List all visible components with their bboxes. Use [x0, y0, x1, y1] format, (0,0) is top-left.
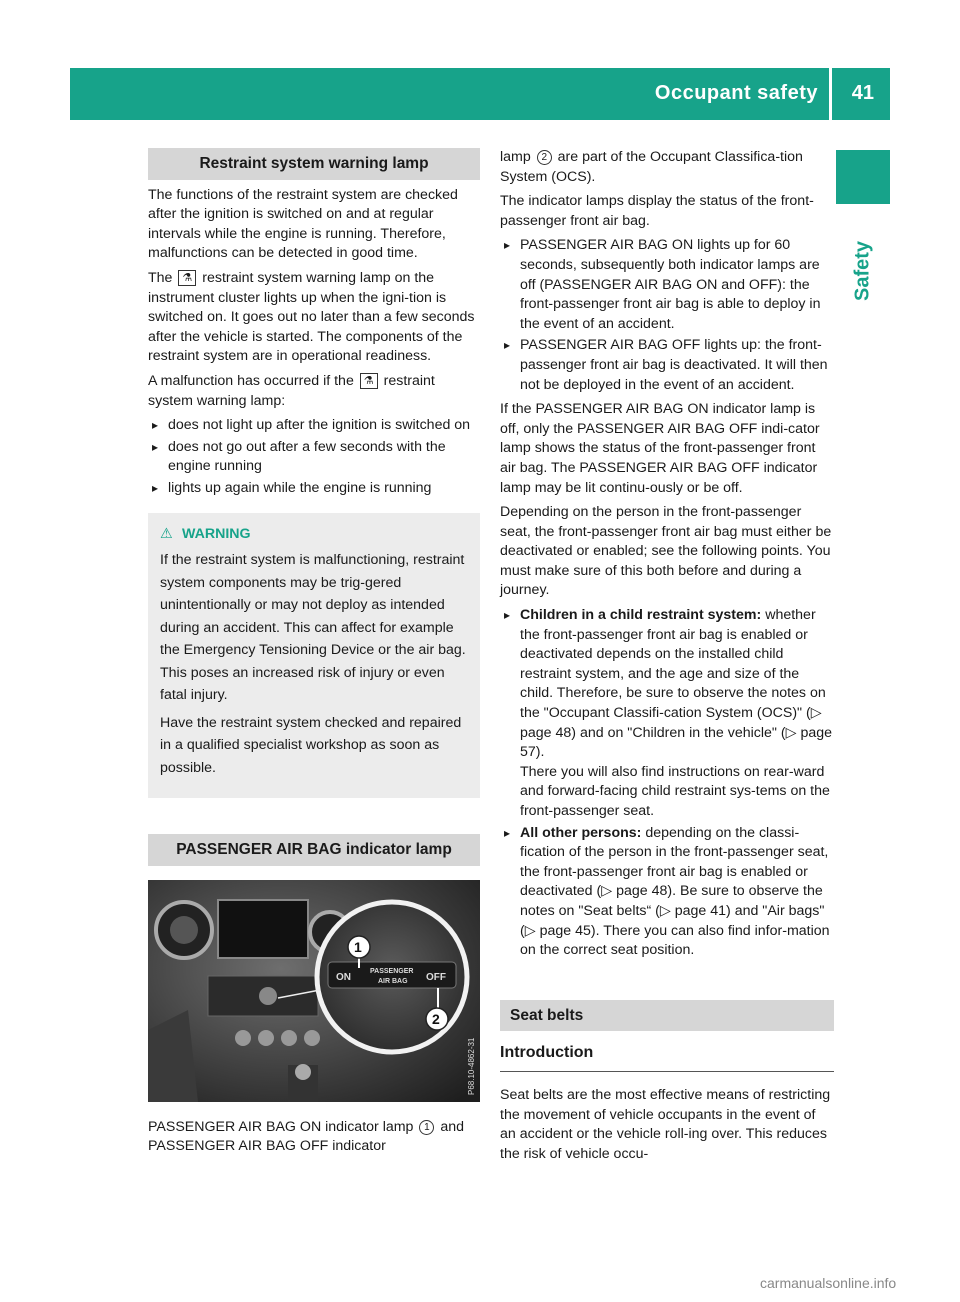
dashboard-illustration: [148, 880, 480, 1102]
restraint-heading: Restraint system warning lamp: [148, 148, 480, 180]
on-label: ON: [336, 971, 351, 983]
page-number: 41: [851, 82, 874, 104]
footer-watermark: carmanualsonline.info: [760, 1275, 897, 1291]
warning-text: If the restraint system is malfunctioning, restraint system components may be trig-gered unintentionally or may not deploy as intended during an accident. This can affect for example the Emergency Tensioning Device or the air bag. This poses an increased risk of injury or even fatal injury.: [160, 552, 466, 703]
panel-text-1: PASSENGER: [370, 967, 414, 975]
introduction-heading: Introduction: [500, 1037, 834, 1072]
list-item: ▸ PASSENGER AIR BAG OFF lights up: the front-passenger front air bag is deactivated. It will then not be deployed in the event of an accident.: [500, 336, 834, 395]
list-item-others: ▸ All other persons: depending on the classi-fication of the person in the front-passenger seat, the front-passenger front air bag is enabled or deactivated (▷ page 48). Be sure to observe the notes on "Seat belts“ (▷ page 41) and "Air bags" (▷ page 45). There you can also find infor-mation on the correct seat position.: [500, 824, 834, 961]
callout-2-icon: 2: [537, 150, 552, 165]
page-header: [70, 68, 890, 120]
warning-action: Have the restraint system checked and repaired in a qualified specialist workshop as soon as possible.: [160, 714, 462, 776]
airbag-warning-icon: ⚗: [360, 373, 378, 389]
airbag-lamp-heading: PASSENGER AIR BAG indicator lamp: [148, 834, 480, 866]
photo-caption: PASSENGER AIR BAG ON indicator lamp 1 and PASSENGER AIR BAG OFF indicator: [148, 1118, 465, 1155]
dashboard-photo: [148, 880, 480, 1102]
off-label: OFF: [426, 971, 446, 983]
right-column: [500, 148, 834, 1169]
panel-text-2: AIR BAG: [378, 977, 408, 985]
restraint-intro: The functions of the restraint system are checked after the ignition is switched on and at regular intervals while the engine is running. Therefore, malfunctions can be detected in good time.: [148, 186, 458, 262]
warning-triangle-icon: ⚠: [160, 525, 173, 542]
indicator-status-paragraph: The indicator lamps display the status of the front-passenger front air bag.: [500, 193, 814, 229]
seatbelts-intro: Seat belts are the most effective means of restricting the movement of vehicle occupants in the event of an accident or the vehicle roll-ing over. This reduces the risk of vehicle occu-: [500, 1086, 831, 1162]
off-status-paragraph: If the PASSENGER AIR BAG ON indicator lamp is off, only the PASSENGER AIR BAG OFF indi-cator lamp shows the status of the front-passenger front air bag. The PASSENGER AIR BAG OFF indicator lamp may be lit continu-ously or be off.: [500, 401, 820, 496]
warning-title: ⚠ WARNING: [160, 523, 468, 546]
restraint-lamp-paragraph: The ⚗ restraint system warning lamp on the instrument cluster lights up when the igni-tion is switched on. It goes out no later than a few seconds after the vehicle is started. The components of the restraint system are in operational readiness.: [148, 269, 475, 365]
list-item: ▸ does not go out after a few seconds with the engine running: [148, 438, 480, 477]
list-item: ▸ does not light up after the ignition is switched on: [148, 416, 480, 436]
callout-1-icon: 1: [419, 1120, 434, 1135]
seatbelts-heading: Seat belts: [500, 1000, 834, 1032]
left-column: [148, 148, 480, 1162]
section-tab: [836, 150, 890, 204]
callout-1: 1: [354, 938, 362, 955]
list-item: ▸ lights up again while the engine is running: [148, 479, 480, 499]
section-label: Safety: [851, 240, 874, 302]
warning-box: [148, 513, 480, 799]
passenger-list: [500, 606, 834, 961]
list-item-children: ▸ Children in a child restraint system: whether the front-passenger front air bag is enabled or deactivated depends on the installed child restraint system, and the age and size of the child. Therefore, be sure to observe the notes on the "Occupant Classifi-cation System (OCS)" (▷ page 48) and on "Children in the vehicle" (▷ page 57). There you will also find instructions on rear-ward and forward-facing child restraint sys-tems on the front-passenger seat.: [500, 606, 834, 822]
indicator-list: [500, 236, 834, 395]
airbag-warning-icon: ⚗: [178, 270, 196, 286]
header-title: Occupant safety: [654, 82, 818, 104]
ocs-paragraph: lamp 2 are part of the Occupant Classifica-tion System (OCS).: [500, 149, 803, 185]
passenger-paragraph: Depending on the person in the front-passenger seat, the front-passenger front air bag must either be deactivated or enabled; see the following points. You must make sure of this both before and during a journey.: [500, 504, 832, 599]
image-code: P68.10-4862-31: [467, 1037, 476, 1095]
header-separator: [829, 68, 832, 120]
list-item: ▸ PASSENGER AIR BAG ON lights up for 60 seconds, subsequently both indicator lamps are off (PASSENGER AIR BAG ON and OFF): the front-passenger front air bag is able to deploy in the event of an accident.: [500, 236, 834, 334]
malfunction-paragraph: A malfunction has occurred if the ⚗ restraint system warning lamp:: [148, 372, 435, 409]
malfunction-list: [148, 416, 480, 498]
callout-2: 2: [432, 1010, 440, 1027]
